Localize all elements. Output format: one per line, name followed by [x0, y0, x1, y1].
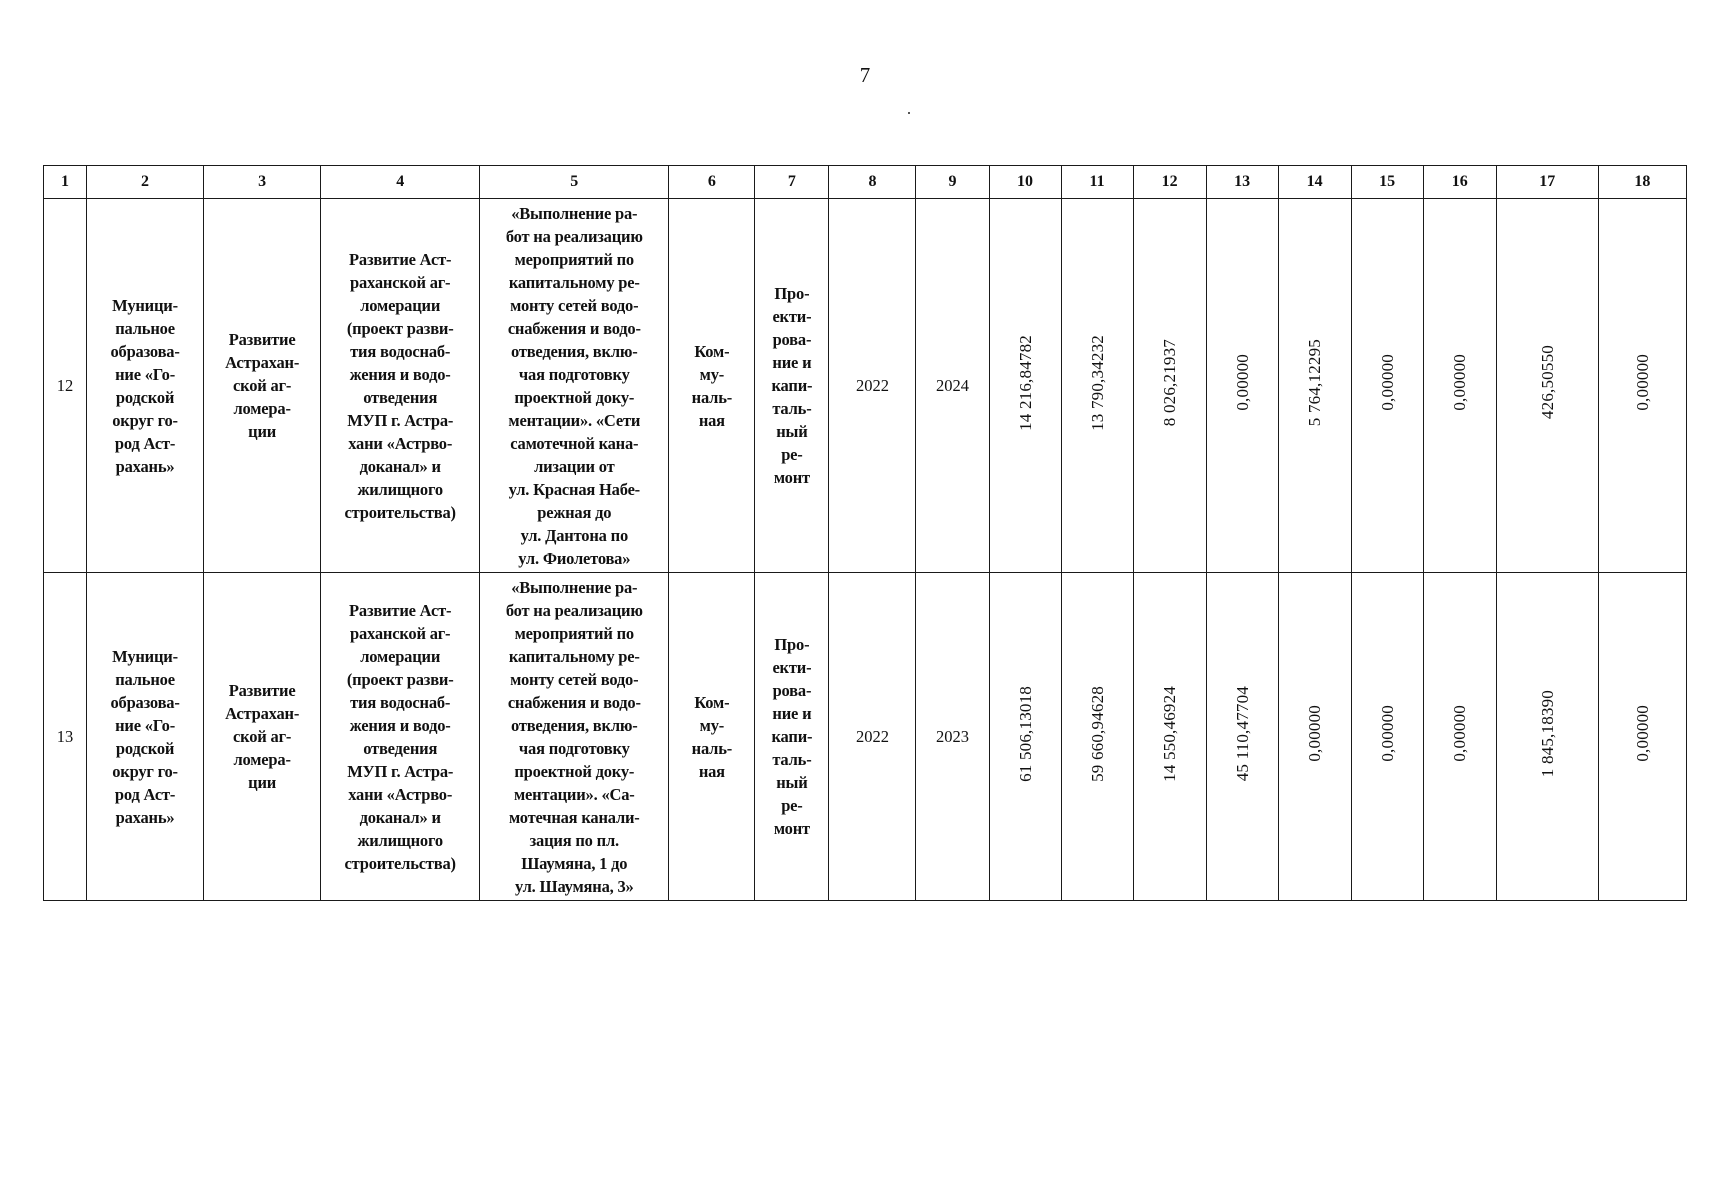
work-line: отведения, вклю- [510, 341, 638, 361]
value-cell [1133, 573, 1206, 901]
work-line: капитальному ре- [508, 272, 640, 292]
program-line: Астрахан- [225, 353, 300, 372]
municipality-cell [87, 199, 204, 573]
work-line: ул. Шаумяна, 3» [514, 876, 634, 896]
project-line: (проект разви- [346, 318, 454, 338]
work-line: монту сетей водо- [510, 295, 639, 315]
work-type-line: екти- [772, 658, 812, 677]
municipality-line: род Аст- [114, 433, 176, 453]
value-cell [1423, 573, 1496, 901]
work-line: ул. Дантона по [520, 525, 628, 545]
value-text: 0,00000 [1450, 354, 1470, 411]
value-text: 0,00000 [1232, 354, 1252, 411]
value-text: 61 506,13018 [1015, 685, 1035, 782]
header-cell: 12 [1133, 166, 1206, 199]
work-type-line: рова- [772, 681, 812, 700]
municipality-line: пальное [115, 669, 175, 689]
work-line: мероприятий по [514, 623, 634, 643]
work-line: ул. Красная Набе- [508, 479, 640, 499]
value-cell [1351, 199, 1423, 573]
project-line: раханской аг- [350, 272, 451, 292]
value-text: 1 845,18390 [1537, 689, 1557, 778]
work-type-line: рова- [772, 330, 812, 349]
page-number: 7 [859, 63, 871, 87]
value-text: 14 216,84782 [1015, 334, 1035, 431]
program-cell [204, 573, 321, 901]
ownership-cell [669, 573, 755, 901]
header-cell: 8 [829, 166, 916, 199]
value-text: 0,00000 [1450, 705, 1470, 762]
value-text: 0,00000 [1377, 354, 1397, 411]
work-line: мероприятий по [514, 249, 634, 269]
work-type-line: ре- [781, 796, 803, 815]
project-line: строительства) [344, 502, 456, 522]
header-cell: 18 [1598, 166, 1686, 199]
project-line: раханской аг- [350, 623, 451, 643]
ownership-line: ная [698, 761, 725, 781]
project-line: МУП г. Астра- [347, 761, 454, 781]
municipality-line: ние «Го- [115, 715, 175, 735]
header-cell: 13 [1206, 166, 1278, 199]
project-line: строительства) [344, 853, 456, 873]
project-line: доканал» и [359, 456, 441, 476]
municipality-cell [87, 573, 204, 901]
work-line: ул. Фиолетова» [518, 548, 631, 568]
value-text: 14 550,46924 [1160, 685, 1180, 782]
header-cell: 14 [1278, 166, 1351, 199]
project-line: отведения [363, 387, 438, 407]
program-line: ции [248, 773, 277, 792]
value-text: 0,00000 [1305, 705, 1325, 762]
program-line: Развитие [228, 330, 296, 349]
value-text: 426,50550 [1537, 345, 1557, 420]
program-line: ломера- [233, 399, 291, 418]
value-cell [1206, 573, 1278, 901]
work-type-line: ный [776, 773, 808, 792]
value-cell [1496, 199, 1598, 573]
value-cell [1423, 199, 1496, 573]
ownership-line: наль- [691, 387, 733, 407]
municipality-line: округ го- [112, 410, 178, 430]
work-line: «Выполнение ра- [511, 203, 638, 223]
value-cell [1496, 573, 1598, 901]
project-line: МУП г. Астра- [347, 410, 454, 430]
scan-speck [908, 112, 910, 114]
header-cell: 7 [755, 166, 829, 199]
header-cell: 9 [916, 166, 989, 199]
year-end-cell: 2023 [916, 573, 989, 901]
work-line: «Выполнение ра- [511, 577, 638, 597]
municipality-line: образова- [110, 692, 180, 712]
project-line: жения и водо- [349, 364, 451, 384]
project-line: тия водоснаб- [350, 692, 451, 712]
project-cell [321, 573, 480, 901]
project-line: ломерации [360, 295, 441, 315]
year-start-cell: 2022 [829, 573, 916, 901]
work-description-cell [480, 573, 669, 901]
value-text: 5 764,12295 [1305, 338, 1325, 427]
header-cell: 10 [989, 166, 1061, 199]
value-cell [989, 573, 1061, 901]
work-type-line: капи- [771, 376, 813, 395]
work-type-line: капи- [771, 727, 813, 746]
project-line: жилищного [357, 830, 443, 850]
work-type-line: Про- [774, 284, 810, 303]
program-line: ской аг- [233, 727, 292, 746]
table-row [44, 199, 1687, 573]
work-type-line: ние и [772, 353, 812, 372]
program-line: Астрахан- [225, 704, 300, 723]
header-cell: 3 [204, 166, 321, 199]
value-text: 13 790,34232 [1087, 334, 1107, 431]
work-line: самотечной кана- [510, 433, 639, 453]
work-line: проектной доку- [514, 387, 635, 407]
header-cell: 17 [1496, 166, 1598, 199]
work-type-line: екти- [772, 307, 812, 326]
ownership-line: Ком- [694, 692, 730, 712]
row-number: 12 [44, 199, 87, 573]
value-cell [1598, 199, 1686, 573]
data-table [43, 165, 1687, 901]
work-line: лизации от [534, 456, 615, 476]
work-type-line: Про- [774, 635, 810, 654]
value-cell [1351, 573, 1423, 901]
project-line: Развитие Аст- [349, 249, 452, 269]
municipality-line: образова- [110, 341, 180, 361]
ownership-line: му- [699, 715, 725, 735]
value-cell [1061, 573, 1133, 901]
work-line: монту сетей водо- [510, 669, 639, 689]
ownership-line: Ком- [694, 341, 730, 361]
work-description-cell [480, 199, 669, 573]
value-cell [1278, 573, 1351, 901]
value-text: 45 110,47704 [1232, 685, 1252, 782]
value-text: 0,00000 [1377, 705, 1397, 762]
project-line: Развитие Аст- [349, 600, 452, 620]
value-text: 0,00000 [1632, 705, 1652, 762]
ownership-line: му- [699, 364, 725, 384]
work-line: мотечная канали- [508, 807, 640, 827]
header-cell: 1 [44, 166, 87, 199]
work-line: бот на реализацию [505, 226, 643, 246]
program-line: ции [248, 422, 277, 441]
municipality-line: родской [115, 738, 175, 758]
work-line: проектной доку- [514, 761, 635, 781]
work-type-cell [755, 573, 829, 901]
value-cell [1598, 573, 1686, 901]
municipality-line: пальное [115, 318, 175, 338]
work-line: зация по пл. [529, 830, 619, 850]
value-cell [989, 199, 1061, 573]
work-type-line: монт [773, 468, 810, 487]
value-cell [1133, 199, 1206, 573]
municipality-line: род Аст- [114, 784, 176, 804]
work-line: отведения, вклю- [510, 715, 638, 735]
municipality-line: рахань» [115, 456, 175, 476]
header-cell: 2 [87, 166, 204, 199]
work-line: Шаумяна, 1 до [521, 853, 628, 873]
ownership-line: наль- [691, 738, 733, 758]
table-row [44, 573, 1687, 901]
work-line: капитальному ре- [508, 646, 640, 666]
program-cell [204, 199, 321, 573]
municipality-line: Муници- [112, 295, 178, 315]
work-type-cell [755, 199, 829, 573]
value-text: 0,00000 [1632, 354, 1652, 411]
municipality-line: рахань» [115, 807, 175, 827]
program-line: ской аг- [233, 376, 292, 395]
header-row [44, 166, 1687, 199]
header-cell: 11 [1061, 166, 1133, 199]
value-cell [1061, 199, 1133, 573]
project-line: хани «Астрво- [348, 433, 453, 453]
work-line: снабжения и водо- [507, 692, 641, 712]
ownership-line: ная [698, 410, 725, 430]
year-start-cell: 2022 [829, 199, 916, 573]
project-line: жения и водо- [349, 715, 451, 735]
project-line: (проект разви- [346, 669, 454, 689]
work-type-line: таль- [772, 399, 812, 418]
work-type-line: ре- [781, 445, 803, 464]
year-end-cell: 2024 [916, 199, 989, 573]
work-line: режная до [537, 502, 612, 522]
work-type-line: таль- [772, 750, 812, 769]
row-number: 13 [44, 573, 87, 901]
municipality-line: родской [115, 387, 175, 407]
municipality-line: Муници- [112, 646, 178, 666]
header-cell: 15 [1351, 166, 1423, 199]
value-text: 8 026,21937 [1160, 338, 1180, 427]
work-line: чая подготовку [518, 364, 630, 384]
work-line: ментации». «Сети [508, 410, 641, 430]
work-type-line: ние и [772, 704, 812, 723]
work-line: бот на реализацию [505, 600, 643, 620]
header-cell: 4 [321, 166, 480, 199]
program-line: Развитие [228, 681, 296, 700]
work-line: чая подготовку [518, 738, 630, 758]
program-line: ломера- [233, 750, 291, 769]
value-cell [1206, 199, 1278, 573]
work-type-line: ный [776, 422, 808, 441]
value-text: 59 660,94628 [1087, 685, 1107, 782]
municipality-line: ние «Го- [115, 364, 175, 384]
work-line: ментации». «Са- [514, 784, 635, 804]
project-line: жилищного [357, 479, 443, 499]
project-line: отведения [363, 738, 438, 758]
work-line: снабжения и водо- [507, 318, 641, 338]
project-line: хани «Астрво- [348, 784, 453, 804]
project-line: доканал» и [359, 807, 441, 827]
header-cell: 16 [1423, 166, 1496, 199]
work-type-line: монт [773, 819, 810, 838]
header-cell: 6 [669, 166, 755, 199]
header-cell: 5 [480, 166, 669, 199]
value-cell [1278, 199, 1351, 573]
project-cell [321, 199, 480, 573]
municipality-line: округ го- [112, 761, 178, 781]
ownership-cell [669, 199, 755, 573]
project-line: ломерации [360, 646, 441, 666]
project-line: тия водоснаб- [350, 341, 451, 361]
